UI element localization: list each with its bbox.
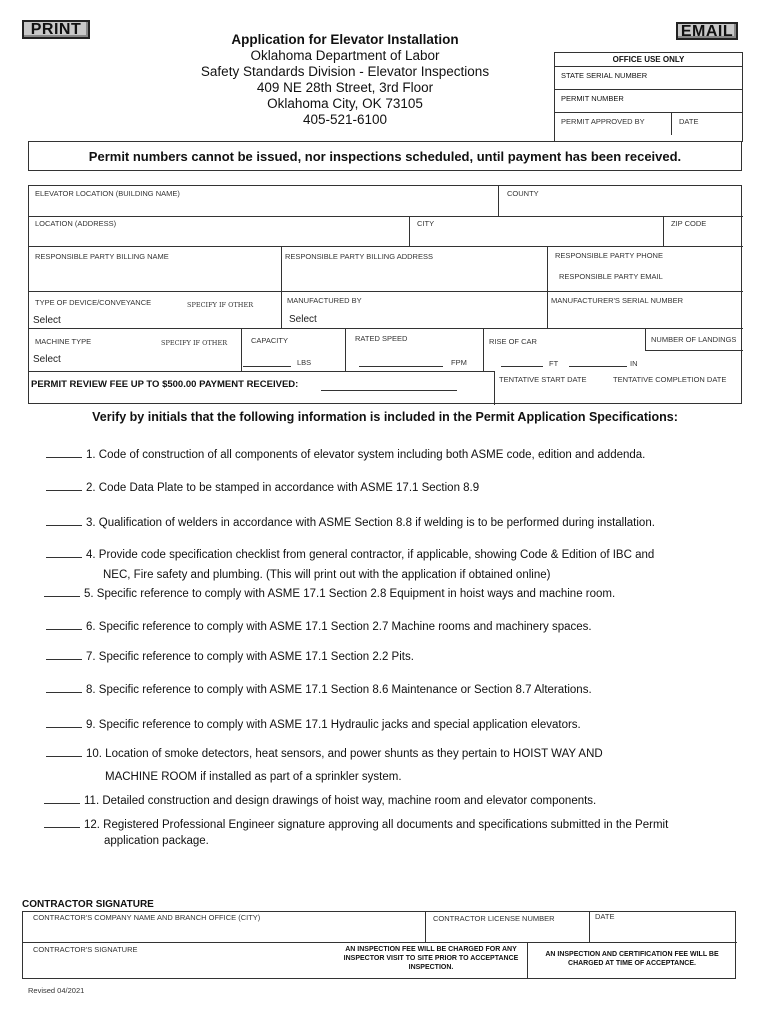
- rise-ft-input[interactable]: [501, 366, 543, 367]
- divider: [29, 328, 743, 329]
- list-item: [46, 680, 746, 700]
- item-text: 2. Code Data Plate to be stamped in accordance with ASME 17.1 Section 8.9: [86, 482, 480, 494]
- header-block: [140, 32, 550, 128]
- divider: [281, 291, 282, 328]
- lbs-label: LBS: [297, 358, 312, 367]
- header-line: 409 NE 28th Street, 3rd Floor: [256, 80, 434, 95]
- sig-date-label: DATE: [595, 912, 615, 921]
- party-phone-label: RESPONSIBLE PARTY PHONE: [555, 251, 663, 260]
- list-item: [46, 715, 746, 735]
- permit-number-label: PERMIT NUMBER: [561, 94, 624, 103]
- email-button[interactable]: EMAIL: [676, 22, 738, 40]
- header-line: Safety Standards Division - Elevator Inspections: [200, 64, 490, 79]
- initials-input[interactable]: [46, 650, 82, 660]
- item-text: 3. Qualification of welders in accordance with ASME Section 8.8 if welding is to be performed during installation.: [86, 517, 655, 529]
- divider: [589, 912, 590, 942]
- permit-approved-row: [555, 113, 742, 136]
- zip-label: ZIP CODE: [671, 219, 707, 228]
- list-item: [46, 513, 746, 533]
- divider: [345, 328, 346, 371]
- item-text: 8. Specific reference to comply with ASME 17.1 Section 8.6 Maintenance or Section 8.7 Alterations.: [86, 684, 592, 696]
- serial-number-label: MANUFACTURER'S SERIAL NUMBER: [551, 296, 684, 305]
- device-type-select[interactable]: Select: [33, 315, 61, 326]
- ft-label: FT: [549, 359, 559, 368]
- rise-of-car-label: RISE OF CAR: [489, 337, 537, 346]
- divider: [29, 246, 743, 247]
- divider: [281, 246, 282, 291]
- list-item: [46, 478, 746, 498]
- specify-other-label: SPECIFY IF OTHER: [161, 339, 228, 347]
- initials-input[interactable]: [44, 587, 80, 597]
- initials-input[interactable]: [46, 620, 82, 630]
- signature-label: CONTRACTOR'S SIGNATURE: [33, 945, 138, 954]
- page-title: Application for Elevator Installation: [231, 32, 459, 47]
- fpm-label: FPM: [451, 358, 467, 367]
- divider: [29, 216, 743, 217]
- initials-input[interactable]: [46, 548, 82, 558]
- party-email-label: RESPONSIBLE PARTY EMAIL: [559, 272, 663, 281]
- rated-speed-label: RATED SPEED: [355, 334, 408, 343]
- divider: [645, 328, 646, 350]
- office-date-label: DATE: [679, 117, 699, 126]
- divider: [483, 328, 484, 371]
- item-text: 12. Registered Professional Engineer signature approving all documents and specifications submitted in the Permit: [84, 819, 669, 831]
- divider: [23, 942, 737, 943]
- in-label: IN: [630, 359, 638, 368]
- list-item: [46, 743, 746, 789]
- payment-received-input[interactable]: [321, 390, 457, 391]
- city-label: CITY: [417, 219, 435, 228]
- start-date-label: TENTATIVE START DATE: [499, 375, 587, 384]
- initials-input[interactable]: [46, 718, 82, 728]
- item-text: 4. Provide code specification checklist from general contractor, if applicable, showing Code & Edition of IBC and: [86, 549, 655, 561]
- initials-input[interactable]: [46, 448, 82, 458]
- divider: [29, 291, 743, 292]
- print-button[interactable]: PRINT: [22, 20, 90, 39]
- initials-input[interactable]: [46, 481, 82, 491]
- state-serial-field[interactable]: [555, 67, 742, 90]
- completion-date-label: TENTATIVE COMPLETION DATE: [613, 375, 727, 384]
- header-line: Oklahoma Department of Labor: [250, 48, 440, 63]
- certification-fee-note: AN INSPECTION AND CERTIFICATION FEE WILL BE CHARGED AT TIME OF ACCEPTANCE.: [545, 951, 719, 967]
- item-text-cont: application package.: [104, 835, 209, 847]
- initials-input[interactable]: [46, 516, 82, 526]
- state-serial-label: STATE SERIAL NUMBER: [561, 71, 648, 80]
- list-item: [46, 545, 746, 585]
- list-item: [44, 791, 744, 811]
- permit-number-field[interactable]: [555, 90, 742, 113]
- office-use-box: [554, 52, 743, 142]
- payment-notice: Permit numbers cannot be issued, nor inspections scheduled, until payment has been received.: [28, 141, 742, 171]
- list-item: [44, 584, 744, 604]
- billing-address-label: RESPONSIBLE PARTY BILLING ADDRESS: [285, 252, 433, 261]
- landings-label: NUMBER OF LANDINGS: [651, 335, 737, 344]
- list-item: [46, 445, 746, 465]
- capacity-input[interactable]: [243, 366, 291, 367]
- machine-type-select[interactable]: Select: [33, 354, 61, 365]
- item-text-cont: NEC, Fire safety and plumbing. (This will print out with the application if obtained online): [103, 569, 551, 581]
- item-text: 7. Specific reference to comply with ASME 17.1 Section 2.2 Pits.: [86, 651, 414, 663]
- machine-type-label: MACHINE TYPE: [35, 337, 92, 346]
- divider: [498, 186, 499, 216]
- location-address-label: LOCATION (ADDRESS): [35, 219, 117, 228]
- list-item: [46, 647, 746, 667]
- fee-label: PERMIT REVIEW FEE UP TO $500.00 PAYMENT RECEIVED:: [31, 379, 299, 390]
- initials-input[interactable]: [46, 747, 82, 757]
- license-label: CONTRACTOR LICENSE NUMBER: [433, 914, 555, 923]
- elevator-location-label: ELEVATOR LOCATION (BUILDING NAME): [35, 189, 180, 198]
- rated-speed-input[interactable]: [359, 366, 443, 367]
- header-line: 405-521-6100: [302, 112, 388, 127]
- list-item: [44, 817, 744, 849]
- contractor-signature-title: CONTRACTOR SIGNATURE: [22, 899, 154, 910]
- item-text: 9. Specific reference to comply with ASME 17.1 Hydraulic jacks and special application elevators.: [86, 719, 581, 731]
- rise-in-input[interactable]: [569, 366, 627, 367]
- divider: [494, 371, 495, 405]
- divider: [547, 246, 548, 291]
- divider: [425, 912, 426, 942]
- item-text: 6. Specific reference to comply with ASME 17.1 Section 2.7 Machine rooms and machinery spaces.: [86, 621, 592, 633]
- divider: [547, 291, 548, 328]
- company-name-label: CONTRACTOR'S COMPANY NAME AND BRANCH OFFICE (CITY): [33, 913, 261, 922]
- divider: [645, 350, 743, 351]
- capacity-label: CAPACITY: [251, 336, 288, 345]
- device-type-label: TYPE OF DEVICE/CONVEYANCE: [35, 298, 152, 307]
- initials-input[interactable]: [44, 794, 80, 804]
- item-text: 10. Location of smoke detectors, heat sensors, and power shunts as they pertain to HOIST WAY AND: [86, 748, 603, 760]
- initials-input[interactable]: [44, 818, 80, 828]
- initials-input[interactable]: [46, 683, 82, 693]
- specify-other-label: SPECIFY IF OTHER: [187, 301, 254, 309]
- approved-by-label: PERMIT APPROVED BY: [561, 117, 645, 126]
- signature-box: [22, 911, 736, 979]
- manufactured-by-label: MANUFACTURED BY: [287, 296, 362, 305]
- application-form: [28, 185, 742, 404]
- item-text: 11. Detailed construction and design drawings of hoist way, machine room and elevator components.: [84, 795, 597, 807]
- divider: [241, 328, 242, 371]
- item-text-cont: MACHINE ROOM if installed as part of a sprinkler system.: [105, 771, 402, 783]
- divider: [29, 371, 494, 372]
- verify-title: Verify by initials that the following information is included in the Permit Application Specifications:: [92, 410, 678, 424]
- office-use-title: OFFICE USE ONLY: [555, 53, 742, 67]
- county-label: COUNTY: [507, 189, 539, 198]
- manufacturer-select[interactable]: Select: [289, 314, 317, 325]
- divider: [409, 216, 410, 246]
- list-item: [46, 617, 746, 637]
- header-line: Oklahoma City, OK 73105: [267, 96, 423, 111]
- item-text: 1. Code of construction of all components of elevator system including both ASME code, edition and addenda.: [86, 449, 646, 461]
- divider: [671, 113, 672, 135]
- revision-note: Revised 04/2021: [28, 986, 85, 995]
- item-text: 5. Specific reference to comply with ASME 17.1 Section 2.8 Equipment in hoist ways and machine room.: [84, 588, 616, 600]
- divider: [527, 942, 528, 979]
- billing-name-label: RESPONSIBLE PARTY BILLING NAME: [35, 252, 169, 261]
- inspection-fee-note: AN INSPECTION FEE WILL BE CHARGED FOR ANY INSPECTOR VISIT TO SITE PRIOR TO ACCEPTANCE INSPECTION.: [343, 946, 519, 971]
- divider: [663, 216, 664, 246]
